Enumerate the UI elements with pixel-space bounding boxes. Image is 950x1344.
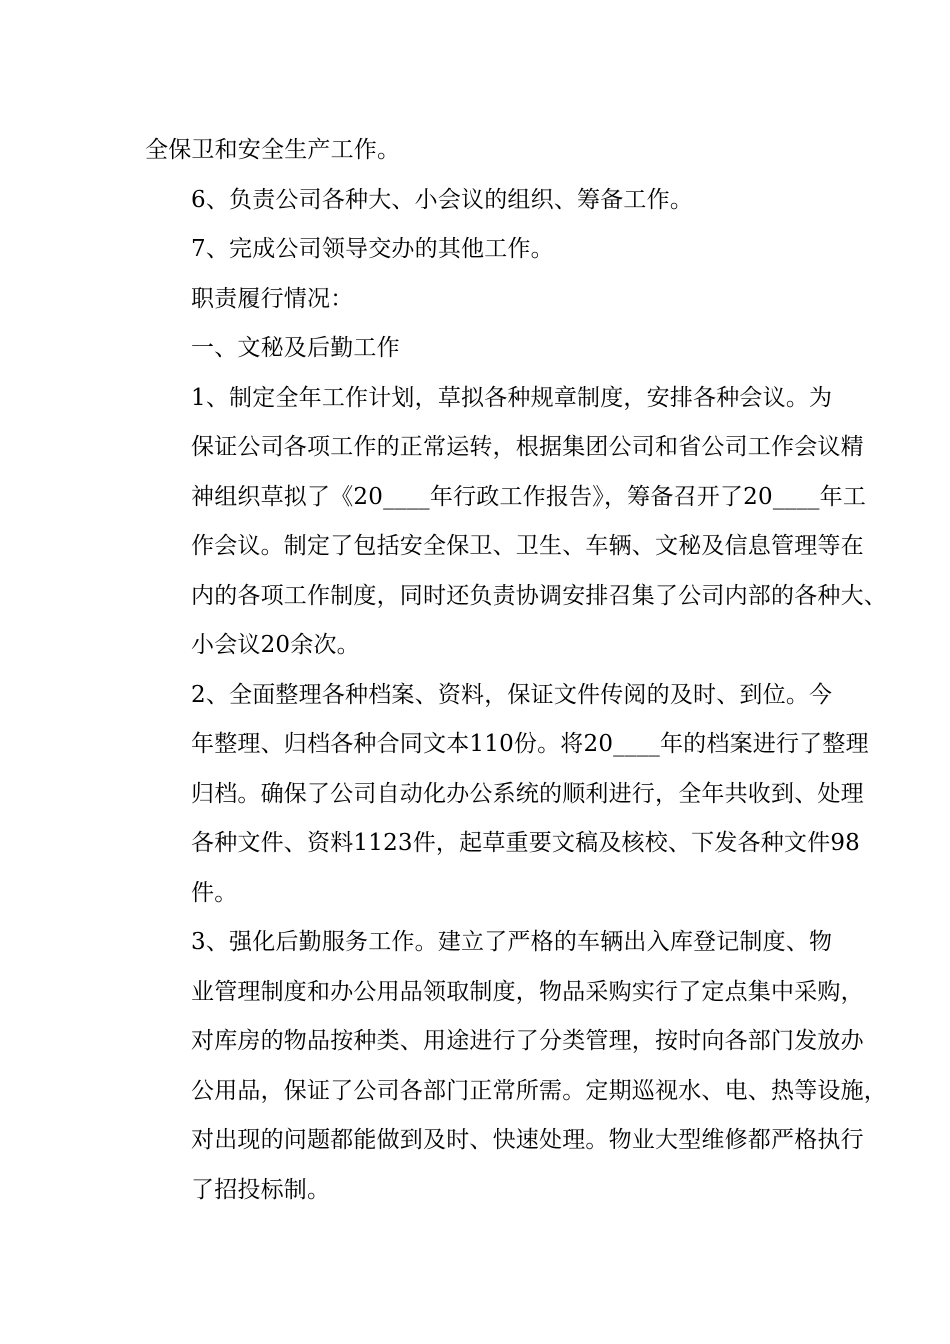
text-line: 一、文秘及后勤工作 xyxy=(191,335,400,361)
text-line: 年整理、归档各种合同文本110份。将20____年的档案进行了整理 xyxy=(191,731,869,757)
text-line: 6、负责公司各种大、小会议的组织、筹备工作。 xyxy=(191,186,694,213)
paragraph-item-6 xyxy=(145,176,815,226)
text-line: 全保卫和安全生产工作。 xyxy=(145,137,401,163)
text-line: 作会议。制定了包括安全保卫、卫生、车辆、文秘及信息管理等在 xyxy=(191,533,864,559)
section-heading-secretarial xyxy=(145,324,815,374)
text-line: 3、强化后勤服务工作。建立了严格的车辆出入库登记制度、物 xyxy=(191,929,833,955)
document-body xyxy=(145,126,887,1215)
text-line: 对库房的物品按种类、用途进行了分类管理，按时向各部门发放办 xyxy=(191,1028,864,1054)
text-line: 各种文件、资料1123件，起草重要文稿及核校、下发各种文件98 xyxy=(191,830,860,856)
section-heading-duties xyxy=(145,275,815,325)
text-line: 2、全面整理各种档案、资料，保证文件传阅的及时、到位。今 xyxy=(191,681,833,708)
text-line: 对出现的问题都能做到及时、快速处理。物业大型维修都严格执行 xyxy=(191,1127,864,1153)
text-line: 内的各项工作制度，同时还负责协调安排召集了公司内部的各种大、 xyxy=(191,582,887,609)
paragraph-point-2 xyxy=(145,671,869,919)
text-line: 神组织草拟了《20____年行政工作报告》，筹备召开了20____年工 xyxy=(191,483,867,510)
text-line: 1、制定全年工作计划，草拟各种规章制度，安排各种会议。为 xyxy=(191,384,833,411)
paragraph-point-1 xyxy=(145,374,887,671)
text-line: 公用品，保证了公司各部门正常所需。定期巡视水、电、热等设施， xyxy=(191,1077,887,1104)
text-line: 职责履行情况： xyxy=(191,285,354,312)
text-line: 保证公司各项工作的正常运转，根据集团公司和省公司工作会议精 xyxy=(191,434,864,460)
text-line: 7、完成公司领导交办的其他工作。 xyxy=(191,236,554,262)
paragraph-point-3 xyxy=(145,918,887,1215)
paragraph-item-7 xyxy=(145,225,815,275)
text-line: 归档。确保了公司自动化办公系统的顺利进行，全年共收到、处理 xyxy=(191,780,864,807)
paragraph-continuation xyxy=(145,126,815,176)
text-line: 件。 xyxy=(191,879,238,906)
text-line: 了招投标制。 xyxy=(191,1176,331,1203)
text-line: 小会议20余次。 xyxy=(191,632,360,658)
text-line: 业管理制度和办公用品领取制度，物品采购实行了定点集中采购， xyxy=(191,978,864,1005)
